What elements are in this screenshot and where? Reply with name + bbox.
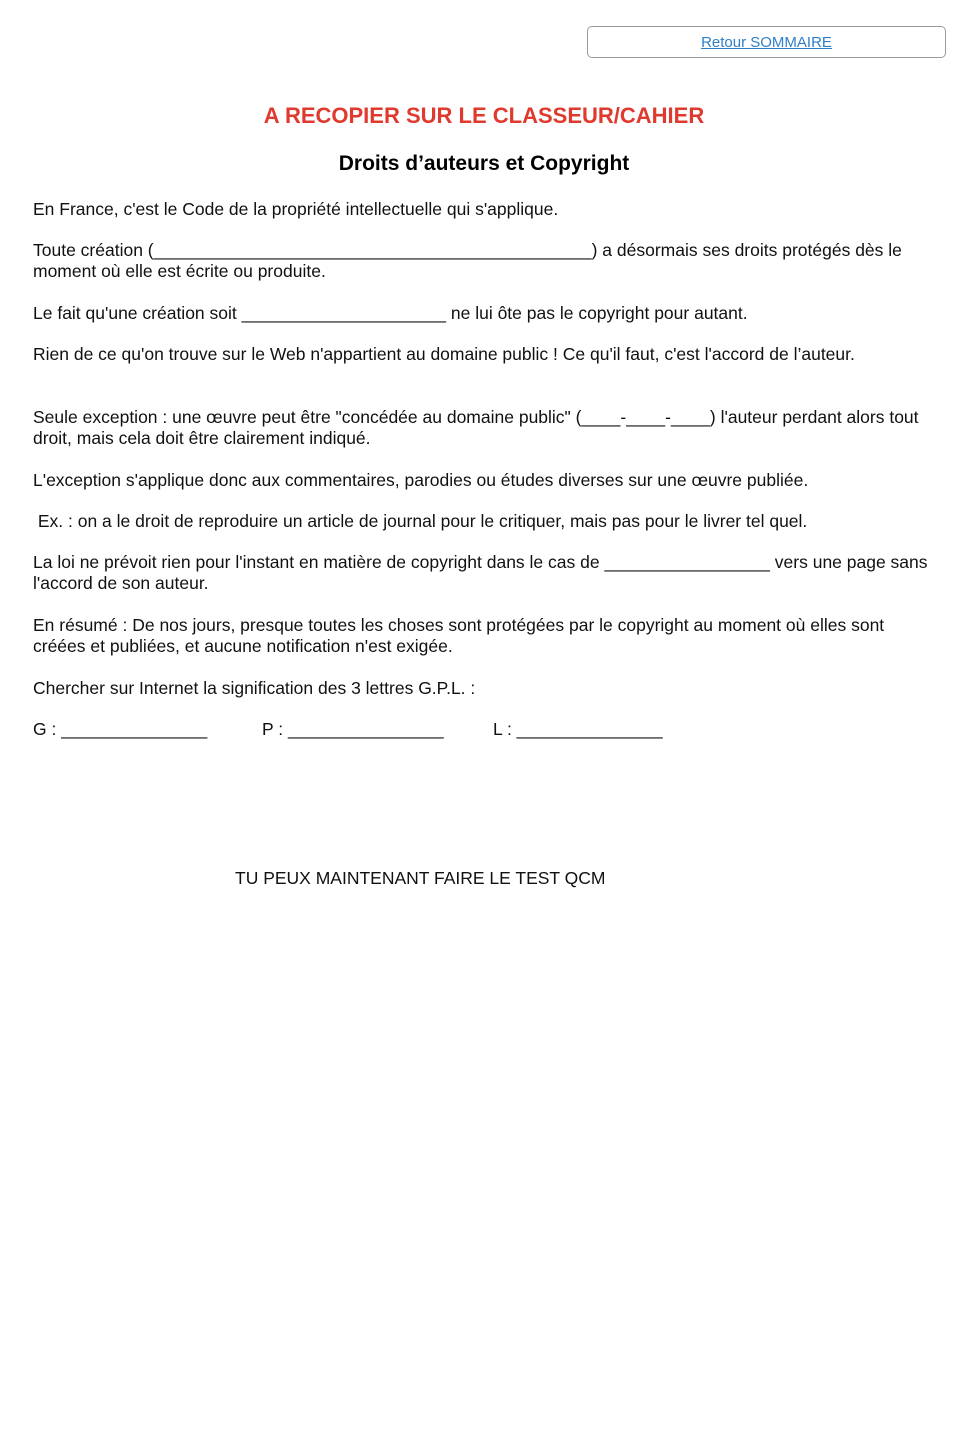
paragraph-exception bbox=[33, 407, 938, 449]
qcm-test-prompt: TU PEUX MAINTENANT FAIRE LE TEST QCM bbox=[235, 868, 606, 888]
return-summary-box[interactable] bbox=[587, 26, 946, 58]
gpl-g-field: G : _______________ bbox=[33, 719, 208, 739]
gpl-l-field: L : _______________ bbox=[493, 719, 663, 739]
paragraph-example: Ex. : on a le droit de reproduire un article de journal pour le critiquer, mais pas pour le livrer tel quel. bbox=[33, 511, 808, 531]
paragraph-exception-start: Seule exception : une œuvre peut être "concédée au domaine public" ( bbox=[33, 407, 582, 427]
paragraph-fact bbox=[33, 303, 938, 324]
return-summary-link[interactable]: Retour SOMMAIRE bbox=[701, 33, 832, 51]
paragraph-commentaries: L'exception s'applique donc aux commentaires, parodies ou études diverses sur une œuvre publiée. bbox=[33, 470, 809, 490]
paragraph-law-start: La loi ne prévoit rien pour l'instant en matière de copyright dans le cas de bbox=[33, 552, 605, 572]
paragraph-creation-start: Toute création ( bbox=[33, 240, 154, 260]
paragraph-law-end: vers une page sans l'accord de son auteur. bbox=[33, 552, 928, 593]
paragraph-summary: En résumé : De nos jours, presque toutes les choses sont protégées par le copyright au moment où elles sont créées et publiées, et aucune notification n'est exigée. bbox=[33, 615, 885, 656]
copy-instruction-heading: A RECOPIER SUR LE CLASSEUR/CAHIER bbox=[263, 103, 705, 128]
gpl-p-field: P : ________________ bbox=[262, 719, 444, 739]
paragraph-gpl-question: Chercher sur Internet la signification des 3 lettres G.P.L. : bbox=[33, 678, 476, 698]
gpl-answer-row bbox=[33, 719, 733, 743]
paragraph-creation-end: ) a désormais ses droits protégés dès le moment où elle est écrite ou produite. bbox=[33, 240, 902, 281]
fill-blank-creation: _____________________________________________ bbox=[153, 240, 592, 260]
fill-blank-fact: _____________________ bbox=[241, 303, 447, 323]
paragraph-creation bbox=[33, 240, 938, 282]
paragraph-web: Rien de ce qu'on trouve sur le Web n'appartient au domaine public ! Ce qu'il faut, c'est l'accord de l’auteur. bbox=[33, 344, 855, 364]
fill-blank-exception: ____-____-____ bbox=[581, 407, 710, 427]
paragraph-fact-end: ne lui ôte pas le copyright pour autant. bbox=[446, 303, 748, 323]
fill-blank-law: _________________ bbox=[604, 552, 770, 572]
page-title: Droits d’auteurs et Copyright bbox=[338, 152, 630, 175]
paragraph-code: En France, c'est le Code de la propriété intellectuelle qui s'applique. bbox=[33, 199, 559, 219]
paragraph-law bbox=[33, 552, 938, 594]
paragraph-fact-start: Le fait qu'une création soit bbox=[33, 303, 242, 323]
paragraph-exception-end: ) l'auteur perdant alors tout droit, mais cela doit être clairement indiqué. bbox=[33, 407, 919, 448]
